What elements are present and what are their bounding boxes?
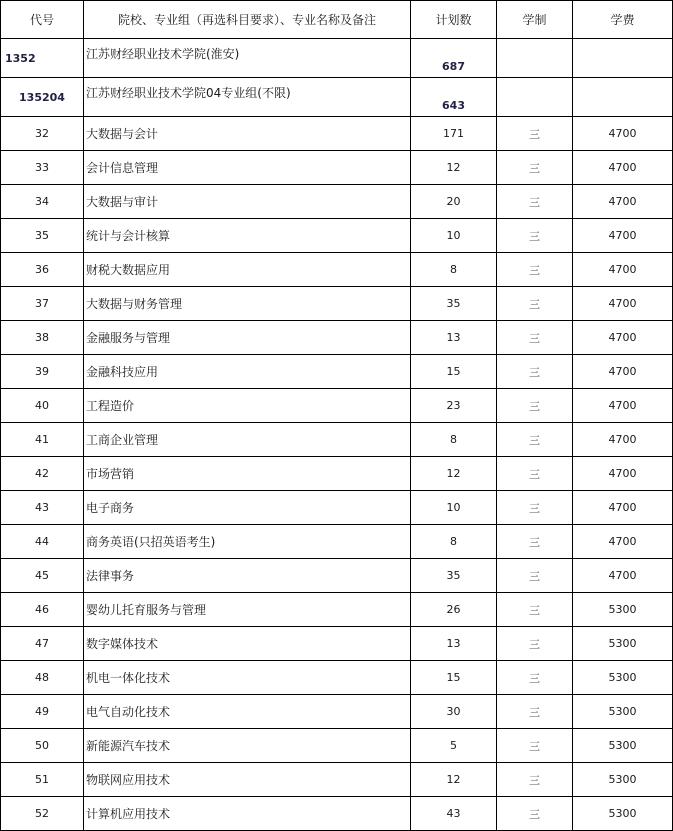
header-fee: 学费 — [573, 1, 673, 39]
major-fee: 4700 — [573, 389, 673, 423]
table-row — [1, 117, 673, 151]
major-plan: 13 — [411, 627, 497, 661]
major-code: 39 — [1, 355, 84, 389]
table-row — [1, 457, 673, 491]
major-duration: 三 — [497, 355, 573, 389]
major-plan: 35 — [411, 559, 497, 593]
major-fee: 4700 — [573, 219, 673, 253]
school-row — [1, 39, 673, 78]
major-duration: 三 — [497, 185, 573, 219]
major-name: 物联网应用技术 — [84, 763, 411, 797]
major-name: 数字媒体技术 — [84, 627, 411, 661]
table-row — [1, 559, 673, 593]
major-fee: 4700 — [573, 559, 673, 593]
major-name: 大数据与会计 — [84, 117, 411, 151]
major-name: 大数据与财务管理 — [84, 287, 411, 321]
major-name: 统计与会计核算 — [84, 219, 411, 253]
major-plan: 8 — [411, 253, 497, 287]
major-code: 33 — [1, 151, 84, 185]
major-plan: 15 — [411, 355, 497, 389]
header-name: 院校、专业组（再选科目要求）、专业名称及备注 — [84, 1, 411, 39]
major-duration: 三 — [497, 593, 573, 627]
table-row — [1, 797, 673, 831]
table-row — [1, 389, 673, 423]
major-code: 32 — [1, 117, 84, 151]
major-name: 工商企业管理 — [84, 423, 411, 457]
group-code: 135204 — [1, 78, 84, 117]
major-code: 52 — [1, 797, 84, 831]
major-duration: 三 — [497, 559, 573, 593]
major-plan: 23 — [411, 389, 497, 423]
major-fee: 4700 — [573, 457, 673, 491]
major-duration: 三 — [497, 661, 573, 695]
school-fee — [573, 39, 673, 78]
major-name: 计算机应用技术 — [84, 797, 411, 831]
major-plan: 12 — [411, 457, 497, 491]
header-duration: 学制 — [497, 1, 573, 39]
table-row — [1, 593, 673, 627]
group-row — [1, 78, 673, 117]
header-plan: 计划数 — [411, 1, 497, 39]
major-duration: 三 — [497, 151, 573, 185]
major-code: 37 — [1, 287, 84, 321]
major-code: 42 — [1, 457, 84, 491]
school-plan: 687 — [411, 39, 497, 78]
major-code: 48 — [1, 661, 84, 695]
major-fee: 5300 — [573, 627, 673, 661]
table-row — [1, 763, 673, 797]
major-fee: 4700 — [573, 525, 673, 559]
table-row — [1, 287, 673, 321]
major-duration: 三 — [497, 287, 573, 321]
major-plan: 12 — [411, 763, 497, 797]
group-fee — [573, 78, 673, 117]
major-plan: 20 — [411, 185, 497, 219]
major-fee: 4700 — [573, 253, 673, 287]
table-row — [1, 661, 673, 695]
major-fee: 5300 — [573, 763, 673, 797]
group-duration — [497, 78, 573, 117]
major-fee: 5300 — [573, 729, 673, 763]
major-name: 电子商务 — [84, 491, 411, 525]
major-code: 45 — [1, 559, 84, 593]
major-duration: 三 — [497, 457, 573, 491]
table-row — [1, 321, 673, 355]
major-code: 40 — [1, 389, 84, 423]
school-duration — [497, 39, 573, 78]
major-duration: 三 — [497, 763, 573, 797]
major-fee: 5300 — [573, 593, 673, 627]
major-code: 41 — [1, 423, 84, 457]
major-code: 47 — [1, 627, 84, 661]
major-fee: 5300 — [573, 797, 673, 831]
table-row — [1, 219, 673, 253]
table-row — [1, 627, 673, 661]
major-fee: 4700 — [573, 117, 673, 151]
major-duration: 三 — [497, 423, 573, 457]
major-fee: 5300 — [573, 661, 673, 695]
major-duration: 三 — [497, 389, 573, 423]
header-code: 代号 — [1, 1, 84, 39]
major-plan: 30 — [411, 695, 497, 729]
school-code: 1352 — [1, 39, 84, 78]
major-name: 电气自动化技术 — [84, 695, 411, 729]
table-row — [1, 695, 673, 729]
major-code: 35 — [1, 219, 84, 253]
major-duration: 三 — [497, 219, 573, 253]
major-plan: 8 — [411, 525, 497, 559]
major-duration: 三 — [497, 117, 573, 151]
major-fee: 4700 — [573, 151, 673, 185]
table-row — [1, 525, 673, 559]
major-fee: 4700 — [573, 287, 673, 321]
major-duration: 三 — [497, 321, 573, 355]
major-code: 34 — [1, 185, 84, 219]
major-name: 新能源汽车技术 — [84, 729, 411, 763]
major-plan: 26 — [411, 593, 497, 627]
school-name: 江苏财经职业技术学院(淮安) — [84, 39, 411, 78]
major-fee: 4700 — [573, 355, 673, 389]
major-fee: 4700 — [573, 491, 673, 525]
major-name: 婴幼儿托育服务与管理 — [84, 593, 411, 627]
major-duration: 三 — [497, 491, 573, 525]
major-duration: 三 — [497, 797, 573, 831]
major-name: 金融服务与管理 — [84, 321, 411, 355]
group-plan: 643 — [411, 78, 497, 117]
table-row — [1, 491, 673, 525]
major-plan: 171 — [411, 117, 497, 151]
major-name: 会计信息管理 — [84, 151, 411, 185]
major-name: 金融科技应用 — [84, 355, 411, 389]
major-plan: 15 — [411, 661, 497, 695]
major-duration: 三 — [497, 695, 573, 729]
table-row — [1, 729, 673, 763]
major-name: 工程造价 — [84, 389, 411, 423]
major-duration: 三 — [497, 627, 573, 661]
major-code: 50 — [1, 729, 84, 763]
major-code: 43 — [1, 491, 84, 525]
major-fee: 4700 — [573, 185, 673, 219]
major-name: 商务英语(只招英语考生) — [84, 525, 411, 559]
table-row — [1, 253, 673, 287]
table-row — [1, 355, 673, 389]
table-row — [1, 151, 673, 185]
major-code: 49 — [1, 695, 84, 729]
major-code: 36 — [1, 253, 84, 287]
major-duration: 三 — [497, 253, 573, 287]
table-row — [1, 423, 673, 457]
major-name: 法律事务 — [84, 559, 411, 593]
major-plan: 5 — [411, 729, 497, 763]
major-plan: 43 — [411, 797, 497, 831]
table-row — [1, 185, 673, 219]
major-code: 44 — [1, 525, 84, 559]
major-duration: 三 — [497, 525, 573, 559]
major-name: 机电一体化技术 — [84, 661, 411, 695]
major-plan: 12 — [411, 151, 497, 185]
major-plan: 8 — [411, 423, 497, 457]
major-code: 38 — [1, 321, 84, 355]
major-fee: 4700 — [573, 423, 673, 457]
major-plan: 35 — [411, 287, 497, 321]
header-row — [1, 1, 673, 39]
major-code: 51 — [1, 763, 84, 797]
major-name: 大数据与审计 — [84, 185, 411, 219]
major-fee: 5300 — [573, 695, 673, 729]
group-name: 江苏财经职业技术学院04专业组(不限) — [84, 78, 411, 117]
major-fee: 4700 — [573, 321, 673, 355]
major-plan: 10 — [411, 491, 497, 525]
major-duration: 三 — [497, 729, 573, 763]
major-code: 46 — [1, 593, 84, 627]
major-name: 财税大数据应用 — [84, 253, 411, 287]
major-plan: 13 — [411, 321, 497, 355]
major-plan: 10 — [411, 219, 497, 253]
major-name: 市场营销 — [84, 457, 411, 491]
